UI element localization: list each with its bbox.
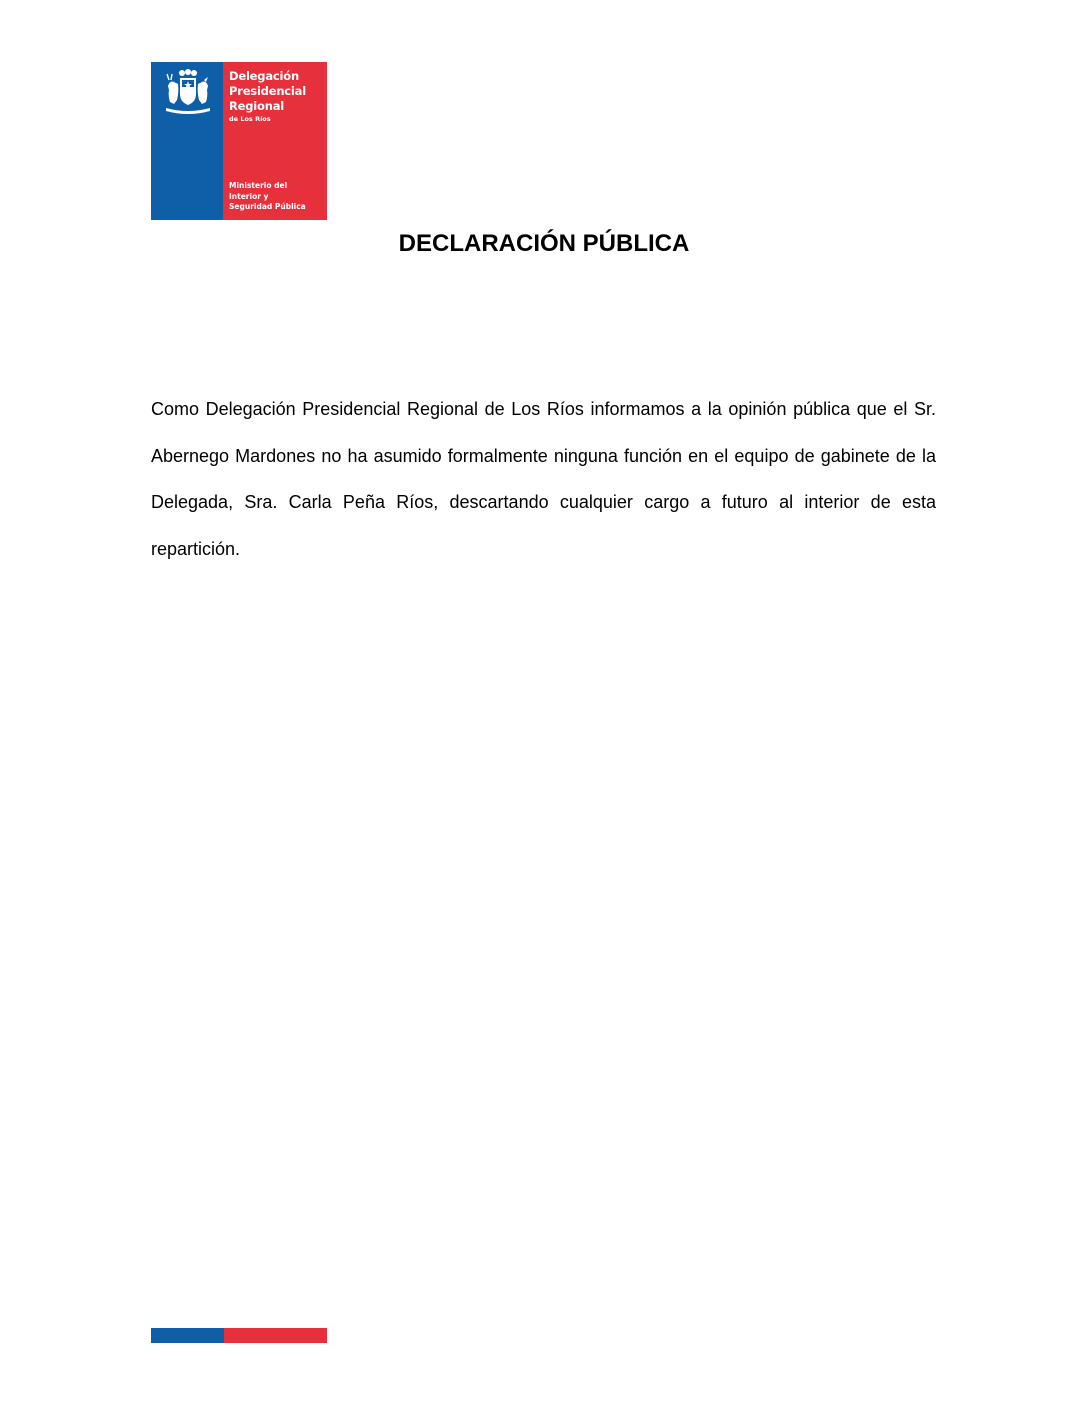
- logo-title-line: Presidencial: [229, 84, 306, 98]
- logo-title: [229, 69, 306, 114]
- logo-ministry-line: Interior y: [229, 191, 269, 201]
- logo-blue-panel: [151, 62, 223, 220]
- logo-red-panel: [223, 62, 327, 220]
- footer-bar-red: [224, 1328, 327, 1343]
- footer-bar-blue: [151, 1328, 224, 1343]
- footer-color-bar: [151, 1328, 327, 1343]
- logo-region: de Los Ríos: [229, 115, 271, 123]
- logo-title-line: Regional: [229, 99, 285, 113]
- statement-paragraph: Como Delegación Presidencial Regional de Los Ríos informamos a la opinión pública que el Sr. Abernego Mardones no ha asumido formalmente ninguna función en el equipo de gabinete de la Delegada, Sra. Carla Peña Ríos, descartando cualquier cargo a futuro al interior de esta repartición.: [151, 399, 936, 559]
- logo-ministry-line: Ministerio del: [229, 181, 288, 190]
- institution-logo: [151, 62, 327, 220]
- document-title: DECLARACIÓN PÚBLICA: [398, 230, 690, 257]
- logo-title-line: Delegación: [229, 69, 299, 83]
- logo-ministry-line: Seguridad Pública: [229, 202, 306, 211]
- coat-of-arms-icon: [160, 68, 216, 116]
- logo-ministry: [229, 181, 306, 213]
